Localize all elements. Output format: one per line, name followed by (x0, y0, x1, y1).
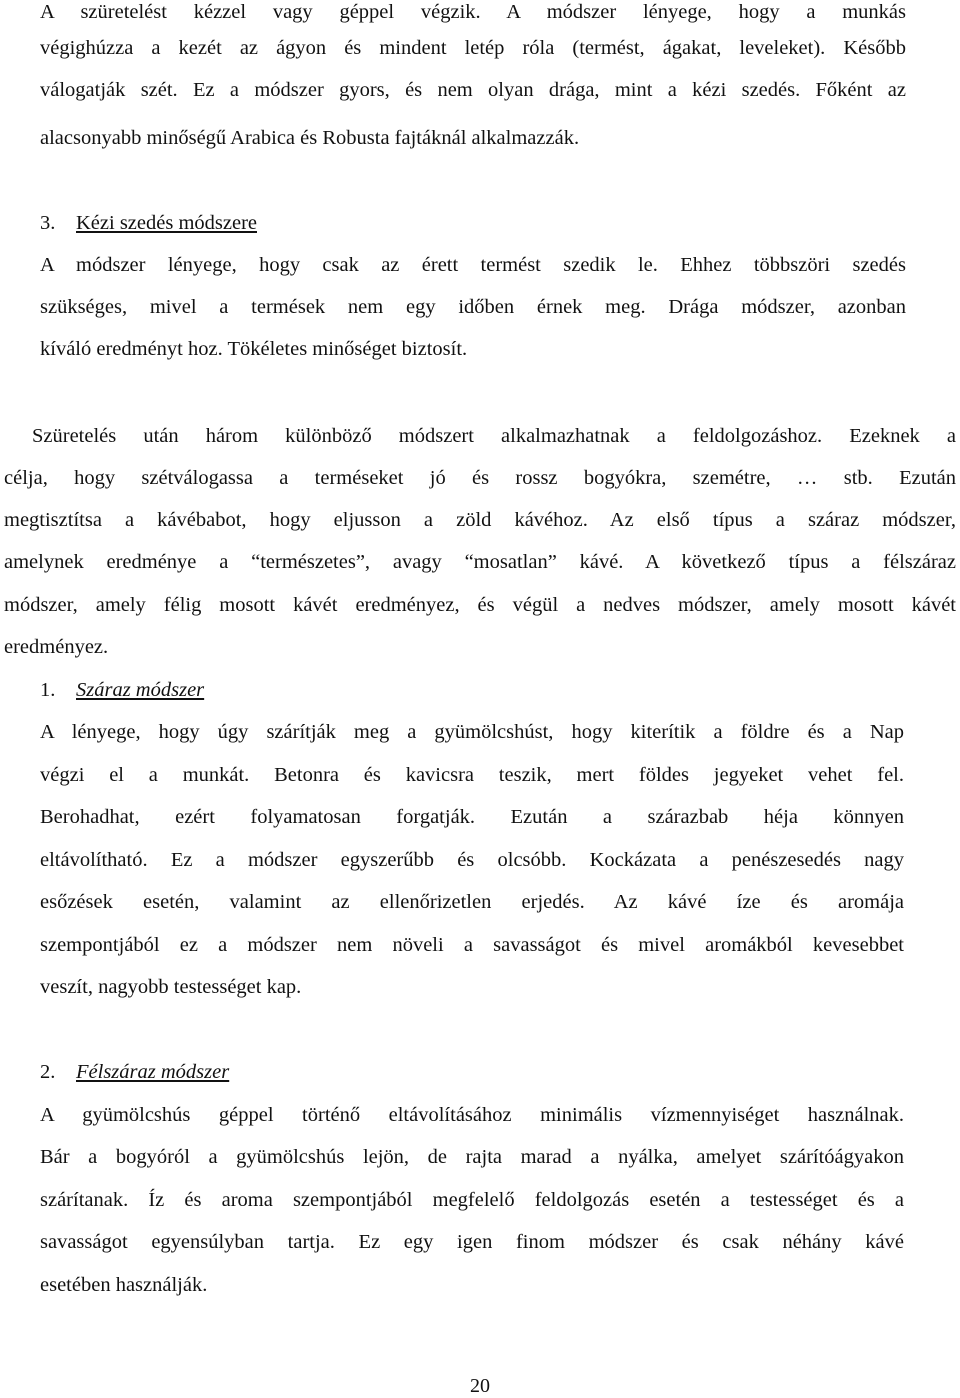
text-line: esetében használják. (40, 1274, 208, 1296)
text-line: A gyümölcshús géppel történő eltávolításához minimális vízmennyiséget használnak. (40, 1104, 904, 1126)
section-title: Száraz módszer (76, 679, 205, 701)
text-line: A módszer lényege, hogy csak az érett termést szedik le. Ehhez többszöri szedés (40, 254, 906, 276)
section-title: Kézi szedés módszere (76, 212, 257, 234)
section-number: 1. (40, 679, 56, 701)
text-line: esőzések esetén, valamint az ellenőrizetlen erjedés. Az kávé íze és aromája (40, 891, 904, 913)
text-line: eltávolítható. Ez a módszer egyszerűbb és olcsóbb. Kockázata a penészesedés nagy (40, 849, 904, 871)
page-number: 20 (470, 1375, 490, 1397)
text-line: célja, hogy szétválogassa a terméseket jó és rossz bogyókra, szemétre, … stb. Ezután (4, 467, 956, 489)
text-line: alacsonyabb minőségű Arabica és Robusta fajtáknál alkalmazzák. (40, 127, 580, 149)
section-heading-hand-picking (40, 211, 257, 235)
text-line: válogatják szét. Ez a módszer gyors, és nem olyan drága, mint a kézi szedés. Főként az (40, 79, 906, 101)
text-line: Szüretelés után három különböző módszert alkalmazhatnak a feldolgozáshoz. Ezeknek a (32, 425, 956, 447)
text-line: A szüretelést kézzel vagy géppel végzik. A módszer lényege, hogy a munkás (40, 1, 906, 23)
text-line: veszít, nagyobb testességet kap. (40, 976, 302, 998)
text-line: eredményez. (4, 636, 109, 658)
text-line: szempontjából ez a módszer nem növeli a savasságot és mivel aromákból kevesebbet (40, 934, 904, 956)
text-line: A lényege, hogy úgy szárítják meg a gyümölcshúst, hogy kiterítik a földre és a Nap (40, 721, 904, 743)
text-line: szárítanak. Íz és aroma szempontjából megfelelő feldolgozás esetén a testességet és a (40, 1189, 904, 1211)
text-line: Bár a bogyóról a gyümölcshús lejön, de rajta marad a nyálka, amelyet szárítóágyakon (40, 1146, 904, 1168)
section-heading-semi-dry-method (40, 1060, 229, 1084)
text-line: végighúzza a kezét az ágyon és mindent letép róla (termést, ágakat, leveleket). Később (40, 37, 906, 59)
section-heading-dry-method (40, 678, 204, 702)
text-line: savasságot egyensúlyban tartja. Ez egy igen finom módszer és csak néhány kávé (40, 1231, 904, 1253)
text-line: kíváló eredményt hoz. Tökéletes minőséget biztosít. (40, 338, 468, 360)
text-line: amelynek eredménye a “természetes”, avagy “mosatlan” kávé. A következő típus a félszáraz (4, 551, 956, 573)
text-line: Berohadhat, ezért folyamatosan forgatják. Ezután a szárazbab héja könnyen (40, 806, 904, 828)
text-line: végzi el a munkát. Betonra és kavicsra teszik, mert földes jegyeket vehet fel. (40, 764, 904, 786)
text-line: megtisztítsa a kávébabot, hogy eljusson a zöld kávéhoz. Az első típus a száraz módszer, (4, 509, 956, 531)
text-line: szükséges, mivel a termések nem egy időben érnek meg. Drága módszer, azonban (40, 296, 906, 318)
section-number: 2. (40, 1061, 56, 1083)
section-number: 3. (40, 212, 56, 234)
text-line: módszer, amely félig mosott kávét eredményez, és végül a nedves módszer, amely mosott kávét (4, 594, 956, 616)
section-title: Félszáraz módszer (76, 1061, 230, 1083)
